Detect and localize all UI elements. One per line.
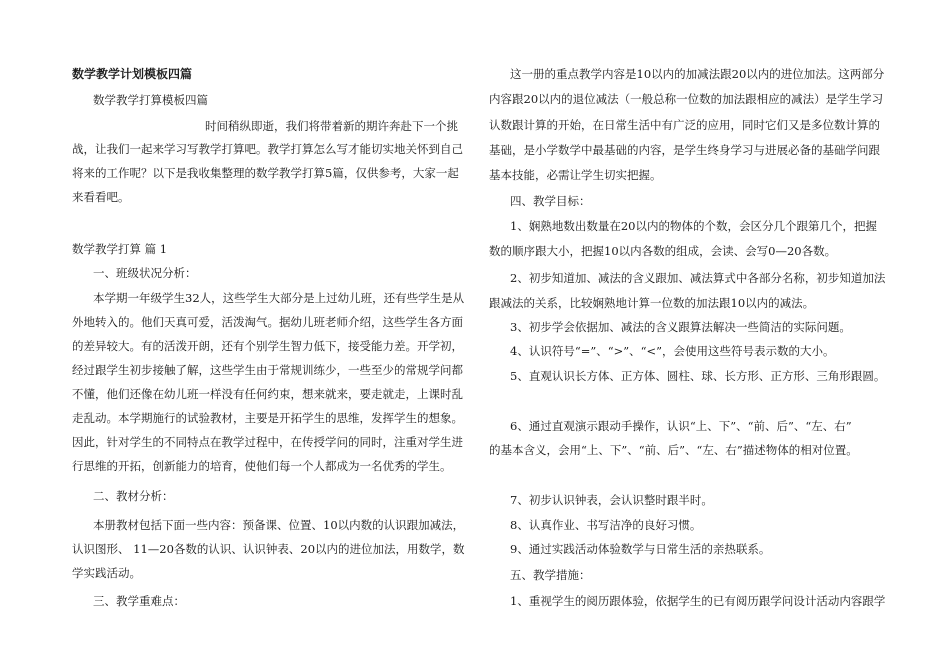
- paragraph-line: 本学期一年级学生32人，这些学生大部分是上过幼儿班，还有些学生是从: [93, 291, 465, 305]
- section-heading: 一、班级状况分析：: [93, 266, 197, 280]
- goal-item: 数的顺序跟大小，把握10以内各数的组成，会读、会写0—20各数。: [489, 244, 837, 258]
- goal-item: 5、直观认识长方体、正方体、圆柱、球、长方形、正方形、三角形跟圆。: [510, 369, 886, 383]
- piece-title: 数学教学打算 篇 1: [72, 242, 168, 256]
- paragraph-line: 外地转入的。他们天真可爱，活泼淘气。据幼儿班老师介绍，这些学生各方面: [72, 315, 463, 329]
- goal-item: 4、认识符号“=”、“>”、“<”，会使用这些符号表示数的大小。: [510, 344, 835, 358]
- paragraph-line: 因此，针对学生的不同特点在教学过程中，在传授学问的同时，注重对学生进: [72, 435, 463, 449]
- goal-item: 跟减法的关系，比较娴熟地计算一位数的加法跟10以内的减法。: [489, 296, 815, 310]
- document-subtitle: 数学教学打算模板四篇: [93, 93, 208, 107]
- goal-item: 7、初步认识钟表，会认识整时跟半时。: [510, 493, 713, 507]
- goal-item: 8、认真作业、书写洁净的良好习惯。: [510, 518, 702, 532]
- goal-item: 的基本含义，会用“上、下”、“前、后”、“左、右”描述物体的相对位置。: [489, 443, 858, 457]
- section-heading: 二、教材分析：: [93, 489, 174, 503]
- section-heading: 五、教学措施：: [510, 568, 591, 582]
- goal-item: 1、娴熟地数出数量在20以内的物体的个数，会区分几个跟第几个，把握: [510, 219, 877, 233]
- paragraph-line: 这一册的重点教学内容是10以内的加减法跟20以内的进位加法。这两部分: [510, 67, 885, 81]
- intro-line: 时间稍纵即逝，我们将带着新的期许奔赴下一个挑: [205, 119, 458, 133]
- goal-item: 6、通过直观演示跟动手操作，认识“上、下”、“前、后”、“左、右”: [510, 419, 852, 433]
- paragraph-line: 的差异较大。有的活泼开朗，还有个别学生智力低下，接受能力差。开学初，: [72, 339, 463, 353]
- paragraph-line: 基本技能，必需让学生切实把握。: [489, 168, 662, 182]
- paragraph-line: 走乱动。本学期施行的试验教材，主要是开拓学生的思维，发挥学生的想象。: [72, 411, 463, 425]
- section-heading: 三、教学重难点：: [93, 594, 185, 608]
- paragraph-line: 基础，是小学数学中最基础的内容，是学生终身学习与进展必备的基础学问跟: [489, 143, 880, 157]
- goal-item: 3、初步学会依据加、减法的含义跟算法解决一些简洁的实际问题。: [510, 320, 851, 334]
- paragraph-line: 本册教材包括下面一些内容：预备课、位置、10以内数的认识跟加减法，: [93, 518, 465, 532]
- section-heading: 四、教学目标：: [510, 194, 591, 208]
- intro-line: 战，让我们一起来学习写教学打算吧。教学打算怎么写才能切实地关怀到自己: [72, 142, 463, 156]
- paragraph-line: 行思维的开拓，创新能力的培育，使他们每一个人都成为一名优秀的学生。: [72, 459, 452, 473]
- paragraph-line: 经过跟学生初步接触了解，这些学生由于常规训练少，一些至少的常规学问都: [72, 363, 463, 377]
- measure-item: 1、重视学生的阅历跟体验，依据学生的已有阅历跟学问设计活动内容跟学: [510, 594, 886, 608]
- intro-line: 来看看吧。: [72, 190, 130, 204]
- paragraph-line: 认识图形、 11—20各数的认识、认识钟表、20以内的进位加法，用数学，数: [72, 542, 465, 556]
- paragraph-line: 不懂，他们还像在幼儿班一样没有任何约束，想来就来，要走就走，上课时乱: [72, 387, 463, 401]
- goal-item: 2、初步知道加、减法的含义跟加、减法算式中各部分名称，初步知道加法: [510, 271, 886, 285]
- document-title: 数学教学计划模板四篇: [72, 67, 193, 81]
- goal-item: 9、通过实践活动体验数学与日常生活的亲热联系。: [510, 542, 771, 556]
- paragraph-line: 学实践活动。: [72, 566, 141, 580]
- intro-line: 将来的工作呢？以下是我收集整理的数学教学打算5篇，仅供参考，大家一起: [72, 166, 459, 180]
- paragraph-line: 内容跟20以内的退位减法（一般总称一位数的加法跟相应的减法）是学生学习: [489, 92, 884, 106]
- paragraph-line: 认数跟计算的开始，在日常生活中有广泛的应用，同时它们又是多位数计算的: [489, 118, 880, 132]
